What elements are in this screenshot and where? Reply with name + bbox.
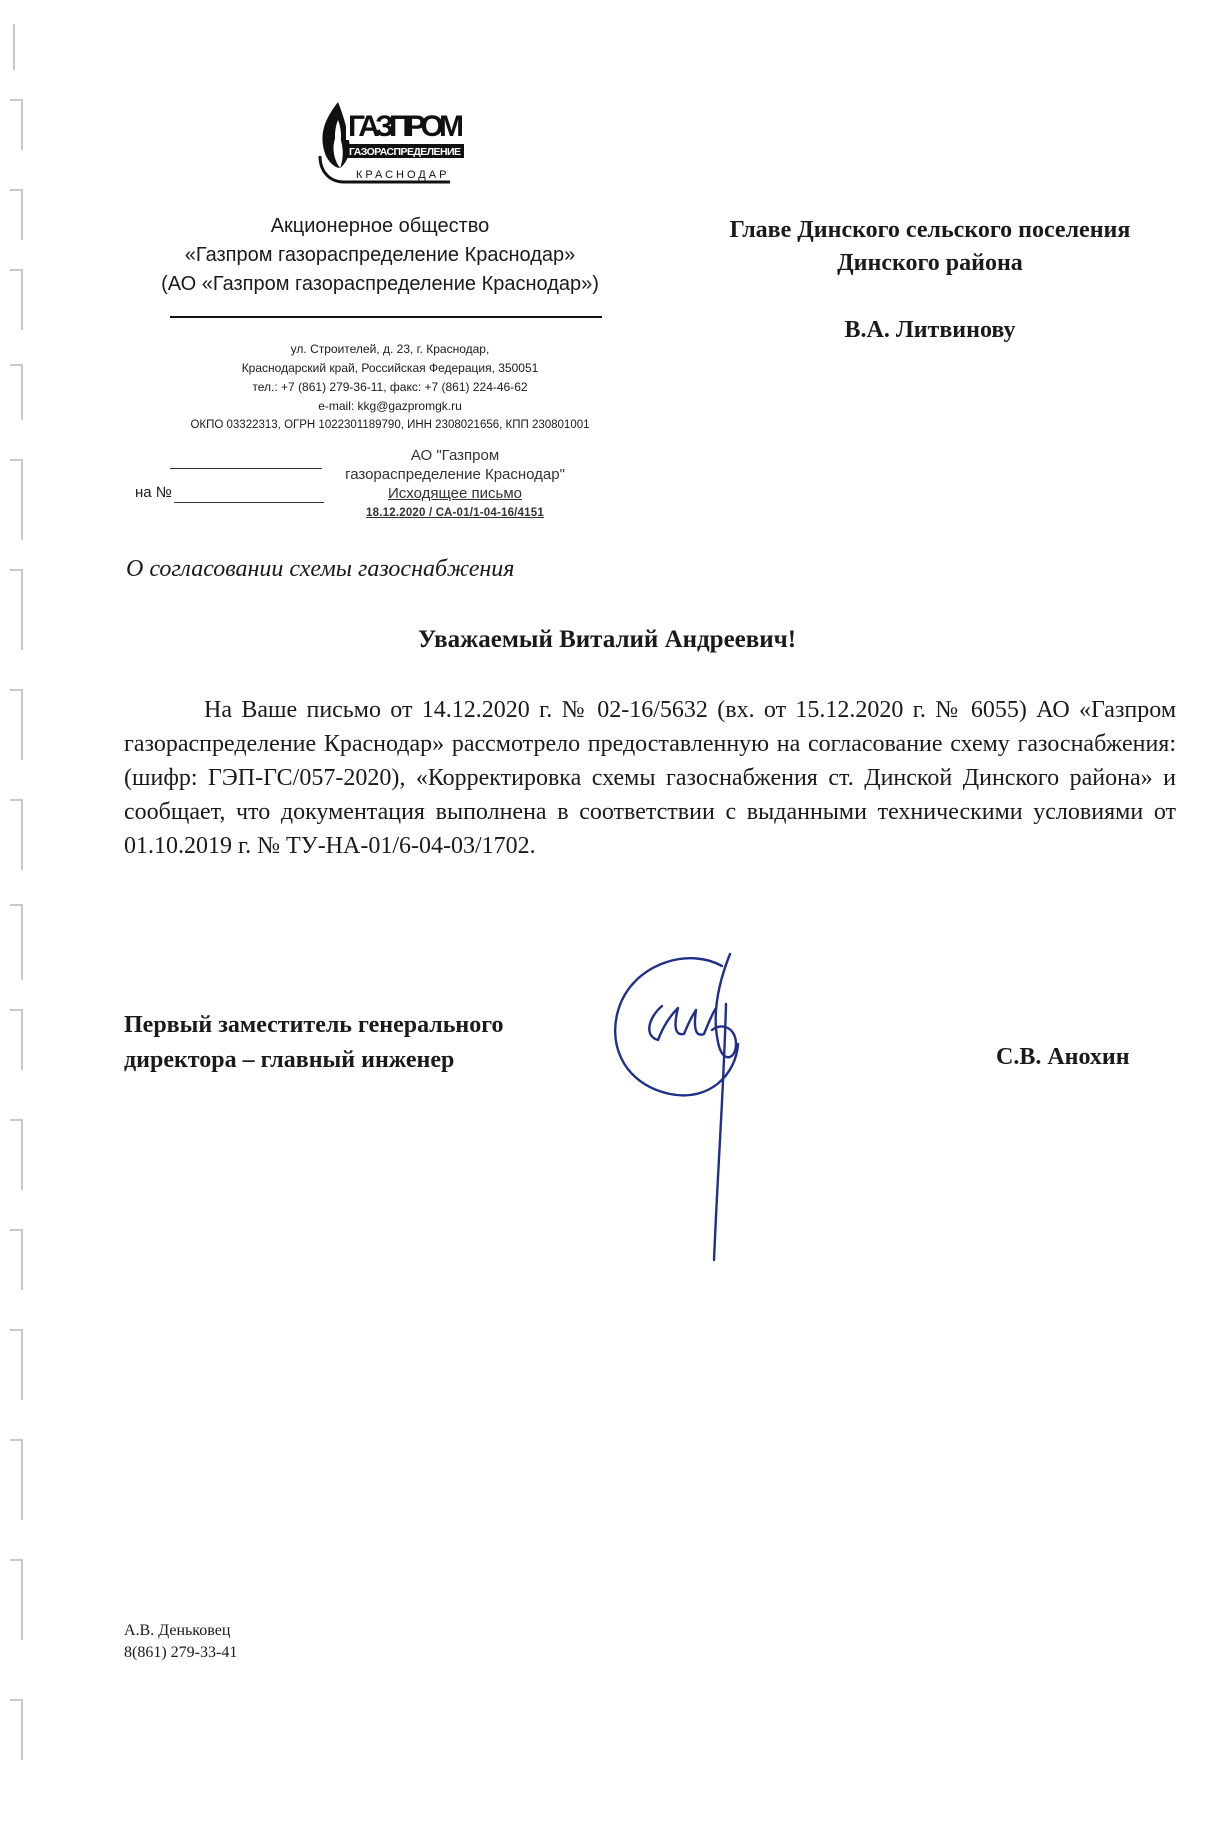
company-type: Акционерное общество (270, 215, 490, 237)
stamp-doc-type: Исходящее письмо (388, 485, 522, 502)
scan-edge-marks (0, 0, 40, 1822)
addressee-line1: Главе Динского сельского поселения (729, 217, 1131, 243)
stamp-org-line2: газораспределение Краснодар" (345, 466, 565, 483)
address-region: Краснодарский край, Российская Федерация, 350051 (241, 361, 539, 375)
handwritten-signature (600, 944, 780, 1274)
executor-phone: 8(861) 279-33-41 (124, 1644, 238, 1661)
company-name-block (150, 212, 610, 299)
letter-greeting: Уважаемый Виталий Андреевич! (417, 626, 797, 653)
gazprom-logo (300, 98, 470, 190)
executor-name: А.В. Деньковец (124, 1622, 231, 1639)
signer-position (124, 1008, 664, 1078)
stamp-doc-number: 18.12.2020 / СА-01/1-04-16/4151 (366, 507, 544, 519)
signer-position-line2: директора – главный инженер (124, 1047, 455, 1073)
address-email: e-mail: kkg@gazpromgk.ru (318, 399, 462, 413)
incoming-ref-blank (174, 502, 324, 503)
outgoing-ref-blank (170, 468, 322, 469)
company-abbreviation: (АО «Газпром газораспределение Краснодар») (161, 273, 599, 295)
svg-text:ГАЗПРОМ: ГАЗПРОМ (348, 110, 464, 143)
address-phone: тел.: +7 (861) 279-36-11, факс: +7 (861) 224-46-62 (252, 380, 528, 394)
letter-subject: О согласовании схемы газоснабжения (126, 556, 515, 582)
incoming-ref-label: на № (135, 484, 172, 501)
company-address-block (160, 340, 620, 435)
svg-text:ГАЗОРАСПРЕДЕЛЕНИЕ: ГАЗОРАСПРЕДЕЛЕНИЕ (349, 146, 461, 158)
addressee-block (660, 214, 1200, 347)
address-street: ул. Строителей, д. 23, г. Краснодар, (290, 342, 490, 356)
registry-codes: ОКПО 03322313, ОГРН 1022301189790, ИНН 2308021656, КПП 230801001 (190, 419, 590, 431)
svg-text:КРАСНОДАР: КРАСНОДАР (356, 169, 450, 181)
stamp-org-line1: АО "Газпром (410, 447, 500, 464)
signer-position-line1: Первый заместитель генерального (124, 1012, 504, 1038)
addressee-line2: Динского района (837, 250, 1023, 276)
registration-stamp (320, 446, 590, 522)
executor-block (124, 1620, 237, 1664)
letter-body: На Ваше письмо от 14.12.2020 г. № 02-16/5632 (вх. от 15.12.2020 г. № 6055) АО «Газпром газораспределение Краснодар» рассмотрело предоставленную на согласование схему газоснабжения: (шифр: ГЭП-ГС/057-2020), «Корректировка схемы газоснабжения ст. Динской Динского района» и сообщает, что документация выполнена в соответствии с выданными техническими условиями от 01.10.2019 г. № ТУ-НА-01/6-04-03/1702. (124, 697, 1176, 859)
signer-name: С.В. Анохин (996, 1044, 1130, 1070)
addressee-name: В.А. Литвинову (844, 317, 1016, 343)
company-full-name: «Газпром газораспределение Краснодар» (184, 244, 576, 266)
letterhead-divider (170, 316, 602, 318)
